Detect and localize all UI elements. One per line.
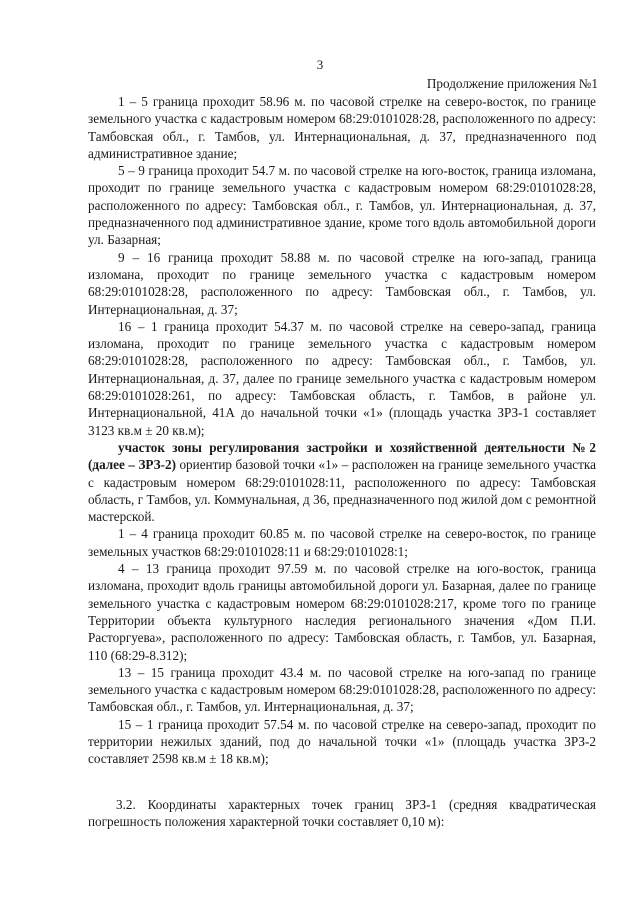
- zone2-boundary-paragraph-15-1: 15 – 1 граница проходит 57.54 м. по часовой стрелке на северо-запад, проходит по территории нежилых зданий, под до начальной точки «1» (площадь участка ЗРЗ-2 составляет 2598 кв.м ± 18 кв.м);: [88, 716, 596, 767]
- zone-2-title: участок зоны регулирования застройки и хозяйственной деятельности №2 (далее – ЗРЗ-2): [88, 439, 596, 473]
- page-number: 3: [316, 57, 324, 72]
- appendix-continuation-note: Продолжение приложения №1: [426, 76, 598, 91]
- boundary-paragraph-9-16: 9 – 16 граница проходит 58.88 м. по часовой стрелке на юго-запад, граница изломана, проходит по границе земельного участка с кадастровым номером 68:29:0101028:28, расположенного по адресу: Тамбовская обл., г. Тамбов, ул. Интернациональная, д. 37;: [88, 249, 596, 317]
- boundary-paragraph-5-9: 5 – 9 граница проходит 54.7 м. по часовой стрелке на юго-восток, граница изломана, проходит по границе земельного участка с кадастровым номером 68:29:0101028:28, расположенного по адресу: Тамбовская обл., г. Тамбов, ул. Интернациональная, д. 37, предназначенного под административное здание, кроме того вдоль автомобильной дороги ул. Базарная;: [88, 163, 596, 248]
- zone2-boundary-paragraph-13-15: 13 – 15 граница проходит 43.4 м. по часовой стрелке на юго-запад по границе земельного участка с кадастровым номером 68:29:0101028:28, расположенного по адресу: Тамбовская обл., г. Тамбов, ул. Интернациональная, д. 37;: [88, 664, 596, 715]
- section-spacer: [88, 768, 596, 796]
- boundary-paragraph-1-5: 1 – 5 граница проходит 58.96 м. по часовой стрелке на северо-восток, по границе земельного участка с кадастровым номером 68:29:0101028:28, расположенного по адресу: Тамбовская обл., г. Тамбов, ул. Интернациональная, д. 37, предназначенного под административное здание;: [88, 94, 596, 161]
- zone2-boundary-paragraph-4-13: 4 – 13 граница проходит 97.59 м. по часовой стрелке на юго-восток, граница изломана, проходит вдоль границы автомобильной дороги ул. Базарная, далее по границе земельного участка с кадастровым номером 68:29:0101028:217, кроме того по границе Территории объекта культурного наследия регионального значения «Дом П.И. Расторгуева», расположенного по адресу: Тамбовская область, г. Тамбов, ул. Базарная, 110 (68:29-8.312);: [88, 561, 596, 663]
- document-body: [88, 93, 596, 830]
- zone-2-description: [88, 439, 596, 525]
- boundary-paragraph-16-1: 16 – 1 граница проходит 54.37 м. по часовой стрелке на северо-запад, граница изломана, проходит по границе земельного участка с кадастровым номером 68:29:0101028:28, расположенного по адресу: Тамбовская обл., г. Тамбов, ул. Интернациональная, д. 37, далее по границе земельного участка с кадастровым номером 68:29:0101028:261, по адресу: Тамбовская область, г. Тамбов, в районе ул. Интернациональной, 41А до начальной точки «1» (площадь участка ЗРЗ-1 составляет 3123 кв.м ± 20 кв.м);: [88, 318, 596, 438]
- section-3-2-paragraph: 3.2. Координаты характерных точек границ ЗРЗ-1 (средняя квадратическая погрешность положения характерной точки составляет 0,10 м):: [88, 796, 596, 829]
- zone-2-text: ориентир базовой точки «1» – расположен на границе земельного участка с кадастровым номером 68:29:0101028:11, расположенного по адресу: Тамбовская область, г Тамбов, ул. Коммунальная, д 36, предназначенного под жилой дом с ремонтной мастерской.: [88, 457, 596, 525]
- zone2-boundary-paragraph-1-4: 1 – 4 граница проходит 60.85 м. по часовой стрелке на северо-восток, по границе земельных участков 68:29:0101028:11 и 68:29:0101028:1;: [88, 526, 596, 559]
